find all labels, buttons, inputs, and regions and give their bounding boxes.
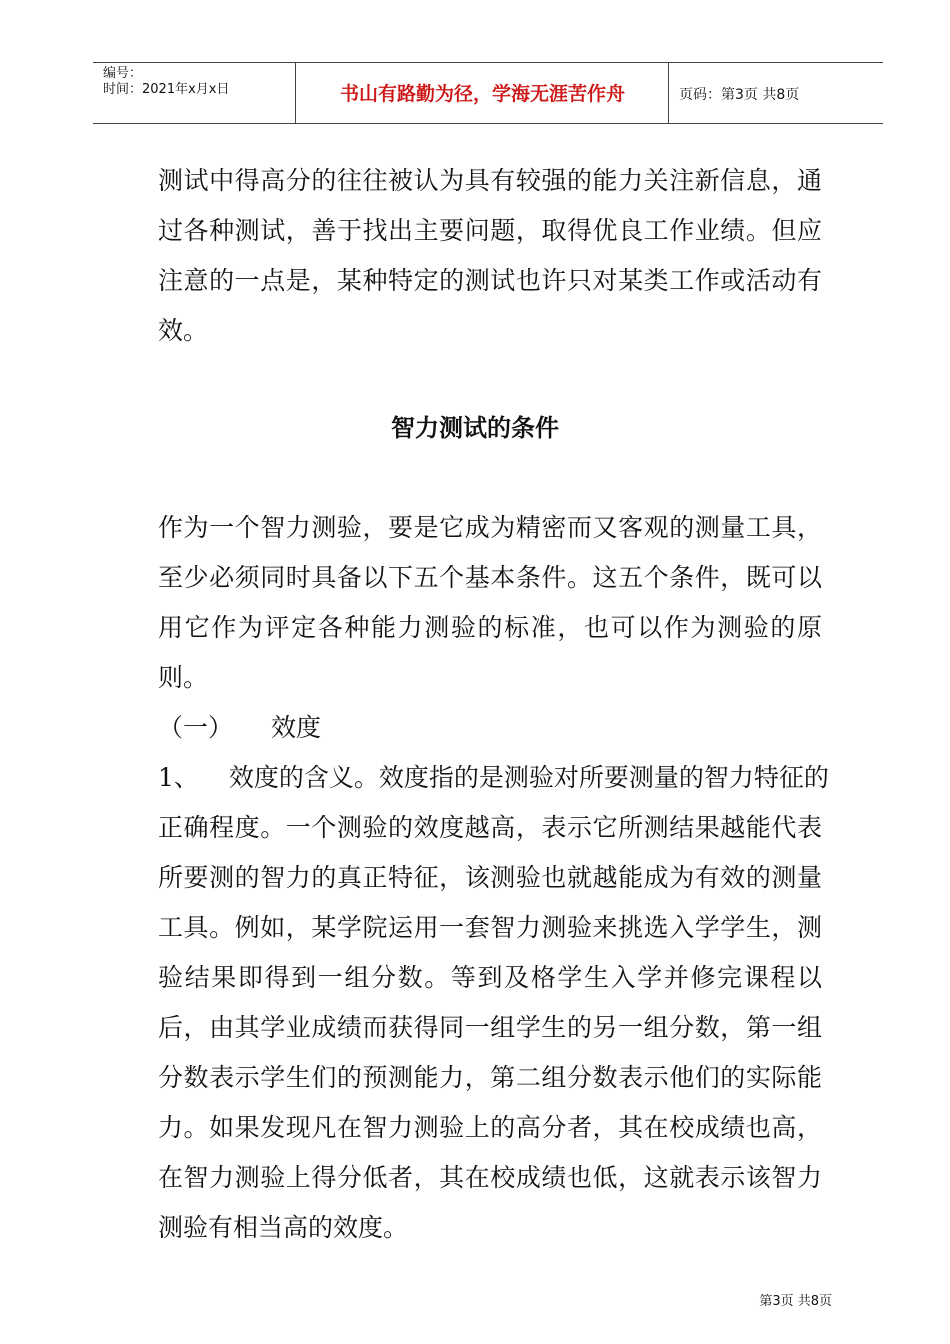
point-number: 1、 xyxy=(158,763,199,792)
item-title: 效度 xyxy=(271,713,322,742)
page-header xyxy=(93,62,883,124)
point-lead: 效度的含义。效度指的是测验对所要测量的智力特征的 xyxy=(228,763,829,792)
page-info: 页码：第3页 共8页 xyxy=(679,87,800,103)
page-info-cell xyxy=(668,63,884,123)
paragraph-conditions: 作为一个智力测验，要是它成为精密而又客观的测量工具，至少必须同时具备以下五个基本条件。这五个条件，既可以用它作为评定各种能力测验的标准，也可以作为测验的原则。 xyxy=(158,513,822,692)
point-body: 正确程度。一个测验的效度越高，表示它所测结果越能代表所要测的智力的真正特征，该测验也就越能成为有效的测量工具。例如，某学院运用一套智力测验来挑选入学学生，测验结果即得到一组分数。等到及格学生入学并修完课程以后，由其学业成绩而获得同一组学生的另一组分数，第一组分数表示学生们的预测能力，第二组分数表示他们的实际能力。如果发现凡在智力测验上的高分者，其在校成绩也高，在智力测验上得分低者，其在校成绩也低，这就表示该智力测验有相当高的效度。 xyxy=(158,813,822,1242)
page-footer: 第3页 共8页 xyxy=(759,1294,832,1309)
motto-text: 书山有路勤为径，学海无涯苦作舟 xyxy=(339,83,625,105)
date-label: 时间：2021年x月x日 xyxy=(103,82,230,97)
item-number: （一） xyxy=(158,713,234,742)
section-title: 智力测试的条件 xyxy=(391,414,559,442)
paragraph-intro: 测试中得高分的往往被认为具有较强的能力关注新信息，通过各种测试，善于找出主要问题，取得优良工作业绩。但应注意的一点是，某种特定的测试也许只对某类工作或活动有效。 xyxy=(158,166,822,345)
item-heading xyxy=(158,703,321,753)
point-first-line xyxy=(158,753,829,803)
motto-cell xyxy=(295,63,669,123)
number-label: 编号： xyxy=(103,66,143,81)
